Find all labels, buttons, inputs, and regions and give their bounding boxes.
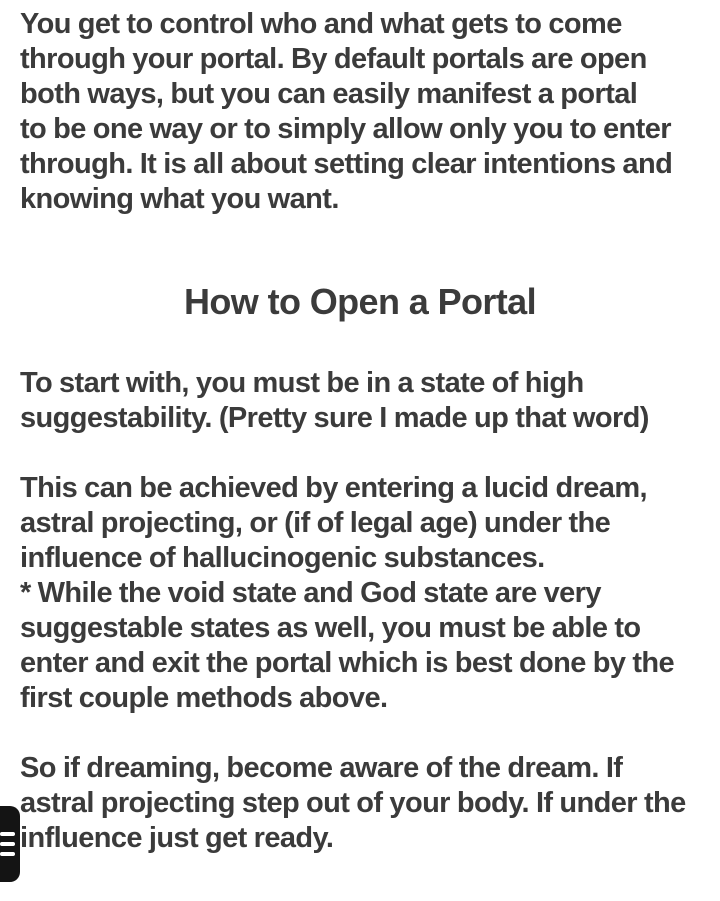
text-line: both ways, but you can easily manifest a portal <box>20 78 638 110</box>
hamburger-menu-icon <box>0 842 15 846</box>
menu-button[interactable] <box>0 806 20 882</box>
text-line: So if dreaming, become aware of the dream. If <box>20 752 623 784</box>
paragraph-methods <box>20 471 710 716</box>
text-line: astral projecting step out of your body. If under the <box>20 787 686 819</box>
text-line: first couple methods above. <box>20 682 388 714</box>
text-line: This can be achieved by entering a lucid dream, <box>20 472 647 504</box>
text-line: To start with, you must be in a state of high <box>20 367 584 399</box>
text-line: to be one way or to simply allow only you to enter <box>20 113 671 145</box>
text-line: suggestability. (Pretty sure I made up that word) <box>20 402 649 434</box>
paragraph-instructions <box>20 751 710 856</box>
text-line: through your portal. By default portals are open <box>20 43 647 75</box>
paragraph-high-suggestability <box>20 366 710 436</box>
text-line: suggestable states as well, you must be able to <box>20 612 641 644</box>
hamburger-menu-icon <box>0 852 15 856</box>
text-line: influence just get ready. <box>20 822 334 854</box>
hamburger-menu-icon <box>0 832 15 836</box>
text-line: influence of hallucinogenic substances. <box>20 542 545 574</box>
text-line: knowing what you want. <box>20 183 339 215</box>
section-heading: How to Open a Portal <box>183 281 537 322</box>
text-line: * While the void state and God state are very <box>20 577 601 609</box>
text-line: enter and exit the portal which is best done by the <box>20 647 675 679</box>
intro-paragraph <box>20 7 710 217</box>
text-line: through. It is all about setting clear intentions and <box>20 148 673 180</box>
text-line: You get to control who and what gets to come <box>20 8 622 40</box>
text-line: astral projecting, or (if of legal age) under the <box>20 507 611 539</box>
